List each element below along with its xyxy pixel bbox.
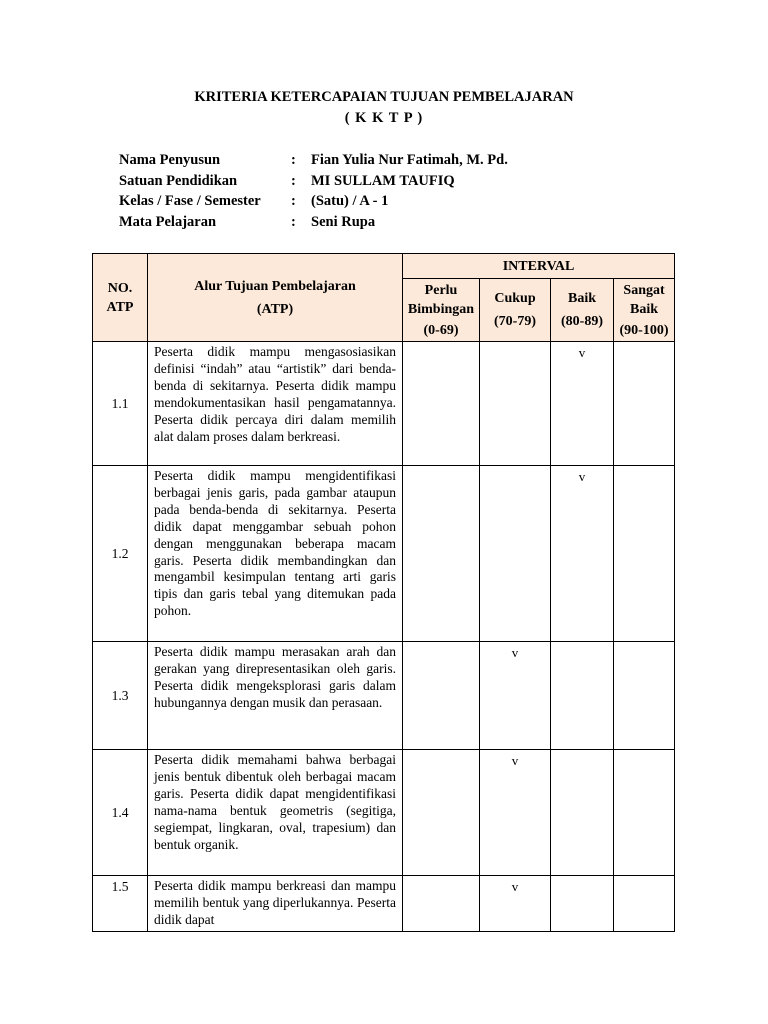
mark-cukup: v bbox=[480, 876, 551, 932]
document-subtitle: ( K K T P ) bbox=[344, 110, 424, 126]
row-number: 1.3 bbox=[93, 642, 148, 750]
row-atp-text: Peserta didik mampu merasakan arah dan gerakan yang direpresentasikan oleh garis. Peserta didik mengeksplorasi garis dalam hubungannya dengan musik dan perasaan. bbox=[148, 642, 403, 750]
row-atp-text: Peserta didik mampu mengidentifikasi berbagai jenis garis, pada gambar ataupun pada benda-benda di sekitarnya. Peserta didik dapat menggambar sebuah pohon dengan menggunakan beberapa macam garis. Peserta didik membandingkan dan mengambil kesimpulan tentang arti garis tipis dan garis tebal yang ditemukan pada pohon. bbox=[148, 466, 403, 642]
mark-cukup bbox=[480, 466, 551, 642]
info-row-kelas-fase-semester bbox=[119, 191, 508, 212]
table-row bbox=[93, 876, 675, 932]
row-atp-text: Peserta didik memahami bahwa berbagai jenis bentuk dibentuk oleh berbagai macam garis. Peserta didik dapat mengidentifikasi nama-nama bentuk geometris (segitiga, segiempat, lingkaran, oval, trapesium) dan bentuk organik. bbox=[148, 750, 403, 876]
header-atp-title: Alur Tujuan Pembelajaran bbox=[194, 278, 356, 294]
info-separator: : bbox=[291, 213, 296, 230]
header-cukup-label: Cukup bbox=[494, 291, 536, 306]
header-perlu-label: Perlu Bimbingan bbox=[407, 282, 475, 317]
row-number: 1.5 bbox=[93, 876, 148, 932]
table-row bbox=[93, 642, 675, 750]
header-perlu-bimbingan bbox=[403, 279, 480, 342]
header-no-atp: NO. ATP bbox=[93, 254, 148, 342]
header-sangat-label: Sangat Baik bbox=[623, 282, 665, 317]
info-separator: : bbox=[291, 152, 296, 168]
table-row bbox=[93, 466, 675, 642]
row-number: 1.2 bbox=[93, 466, 148, 642]
mark-sangat bbox=[614, 642, 675, 750]
header-sangat-baik bbox=[614, 279, 675, 342]
mark-sangat bbox=[614, 750, 675, 876]
header-baik bbox=[551, 279, 614, 342]
row-atp-text: Peserta didik mampu berkreasi dan mampu memilih bentuk yang diperlukannya. Peserta didik dapat bbox=[148, 876, 403, 932]
info-row-satuan-pendidikan bbox=[119, 171, 508, 192]
mark-perlu bbox=[403, 466, 480, 642]
row-atp-text: Peserta didik mampu mengasosiasikan definisi “indah” atau “artistik” dari benda-benda di sekitarnya. Peserta didik mampu mendokumentasikan hasil pengamatannya. Peserta didik percaya diri dalam memilih alat dalam proses dalam berkreasi. bbox=[148, 342, 403, 466]
mark-baik: v bbox=[551, 466, 614, 642]
row-number: 1.1 bbox=[93, 342, 148, 466]
mark-baik bbox=[551, 876, 614, 932]
header-perlu-range: (0-69) bbox=[423, 322, 459, 338]
mark-baik bbox=[551, 642, 614, 750]
table-row bbox=[93, 750, 675, 876]
info-separator: : bbox=[291, 172, 296, 189]
table-row bbox=[93, 342, 675, 466]
kktp-table bbox=[92, 253, 675, 932]
info-label: Satuan Pendidikan bbox=[119, 172, 238, 189]
info-value: Fian Yulia Nur Fatimah, M. Pd. bbox=[311, 152, 508, 168]
mark-sangat bbox=[614, 466, 675, 642]
header-sangat-range: (90-100) bbox=[619, 322, 669, 338]
mark-sangat bbox=[614, 876, 675, 932]
info-label: Nama Penyusun bbox=[119, 152, 221, 168]
header-atp bbox=[148, 254, 403, 342]
header-baik-range: (80-89) bbox=[561, 314, 603, 329]
document-title: KRITERIA KETERCAPAIAN TUJUAN PEMBELAJARAN bbox=[194, 89, 574, 105]
mark-cukup: v bbox=[480, 642, 551, 750]
info-value: MI SULLAM TAUFIQ bbox=[311, 172, 455, 189]
mark-cukup bbox=[480, 342, 551, 466]
info-label: Mata Pelajaran bbox=[119, 213, 217, 230]
header-baik-label: Baik bbox=[567, 291, 596, 306]
mark-perlu bbox=[403, 750, 480, 876]
header-interval: INTERVAL bbox=[403, 254, 675, 279]
info-label: Kelas / Fase / Semester bbox=[119, 193, 261, 209]
header-atp-abbr: (ATP) bbox=[256, 301, 294, 317]
mark-baik: v bbox=[551, 342, 614, 466]
info-value: Seni Rupa bbox=[311, 213, 376, 230]
info-row-mata-pelajaran bbox=[119, 212, 508, 233]
mark-sangat bbox=[614, 342, 675, 466]
mark-baik bbox=[551, 750, 614, 876]
mark-perlu bbox=[403, 876, 480, 932]
header-cukup-range: (70-79) bbox=[494, 314, 536, 329]
mark-cukup: v bbox=[480, 750, 551, 876]
info-row-nama-penyusun bbox=[119, 150, 508, 171]
info-value: (Satu) / A - 1 bbox=[311, 193, 389, 209]
header-cukup bbox=[480, 279, 551, 342]
row-number: 1.4 bbox=[93, 750, 148, 876]
mark-perlu bbox=[403, 642, 480, 750]
info-block bbox=[119, 150, 508, 232]
mark-perlu bbox=[403, 342, 480, 466]
info-separator: : bbox=[291, 193, 296, 209]
